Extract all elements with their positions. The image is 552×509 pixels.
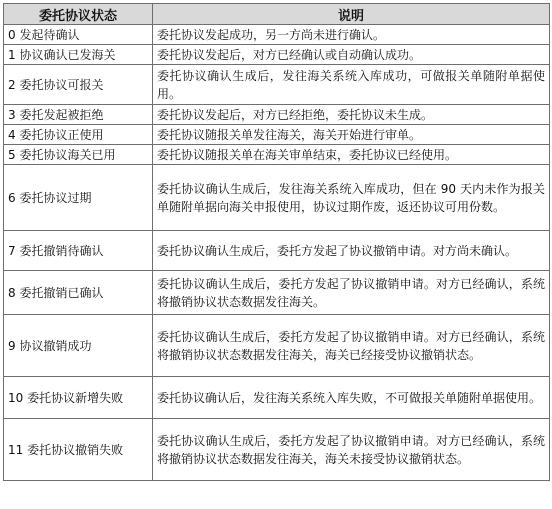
description-cell: 委托协议确认生成后，发往海关系统入库成功，可做报关单随附单据使用。 <box>153 65 550 105</box>
description-cell: 委托协议随报关单在海关审单结束，委托协议已经使用。 <box>153 145 550 165</box>
status-cell: 7 委托撤销待确认 <box>4 231 153 271</box>
status-cell: 10 委托协议新增失败 <box>4 377 153 419</box>
status-cell: 6 委托协议过期 <box>4 165 153 231</box>
status-cell: 5 委托协议海关已用 <box>4 145 153 165</box>
table-row <box>4 25 550 45</box>
status-cell: 3 委托发起被拒绝 <box>4 105 153 125</box>
table-row <box>4 271 550 315</box>
header-status: 委托协议状态 <box>4 4 153 25</box>
status-cell: 1 协议确认已发海关 <box>4 45 153 65</box>
table-row <box>4 231 550 271</box>
description-cell: 委托协议发起成功，另一方尚未进行确认。 <box>153 25 550 45</box>
status-cell: 4 委托协议正使用 <box>4 125 153 145</box>
description-cell: 委托协议确认生成后，委托方发起了协议撤销申请。对方已经确认，系统将撤销协议状态数据发往海关，海关已经接受协议撤销状态。 <box>153 315 550 377</box>
table-row <box>4 125 550 145</box>
description-cell: 委托协议确认生成后，发往海关系统入库成功，但在 90 天内未作为报关单随附单据向海关申报使用，协议过期作废，返还协议可用份数。 <box>153 165 550 231</box>
table-header-row <box>4 4 550 25</box>
description-cell: 委托协议随报关单发往海关，海关开始进行审单。 <box>153 125 550 145</box>
table-row <box>4 165 550 231</box>
description-cell: 委托协议确认生成后，委托方发起了协议撤销申请。对方已经确认，系统将撤销协议状态数据发往海关。 <box>153 271 550 315</box>
header-description: 说明 <box>153 4 550 25</box>
status-cell: 11 委托协议撤销失败 <box>4 419 153 481</box>
table-row <box>4 377 550 419</box>
table-row <box>4 45 550 65</box>
table-row <box>4 105 550 125</box>
description-cell: 委托协议确认后，发往海关系统入库失败，不可做报关单随附单据使用。 <box>153 377 550 419</box>
description-cell: 委托协议发起后，对方已经拒绝，委托协议未生成。 <box>153 105 550 125</box>
description-cell: 委托协议发起后，对方已经确认或自动确认成功。 <box>153 45 550 65</box>
description-cell: 委托协议确认生成后，委托方发起了协议撤销申请。对方已经确认，系统将撤销协议状态数据发往海关，海关未接受协议撤销状态。 <box>153 419 550 481</box>
status-cell: 8 委托撤销已确认 <box>4 271 153 315</box>
table-row <box>4 315 550 377</box>
table-row <box>4 419 550 481</box>
status-cell: 9 协议撤销成功 <box>4 315 153 377</box>
status-cell: 0 发起待确认 <box>4 25 153 45</box>
table-row <box>4 145 550 165</box>
status-table <box>3 3 550 481</box>
description-cell: 委托协议确认生成后，委托方发起了协议撤销申请。对方尚未确认。 <box>153 231 550 271</box>
status-cell: 2 委托协议可报关 <box>4 65 153 105</box>
table-row <box>4 65 550 105</box>
